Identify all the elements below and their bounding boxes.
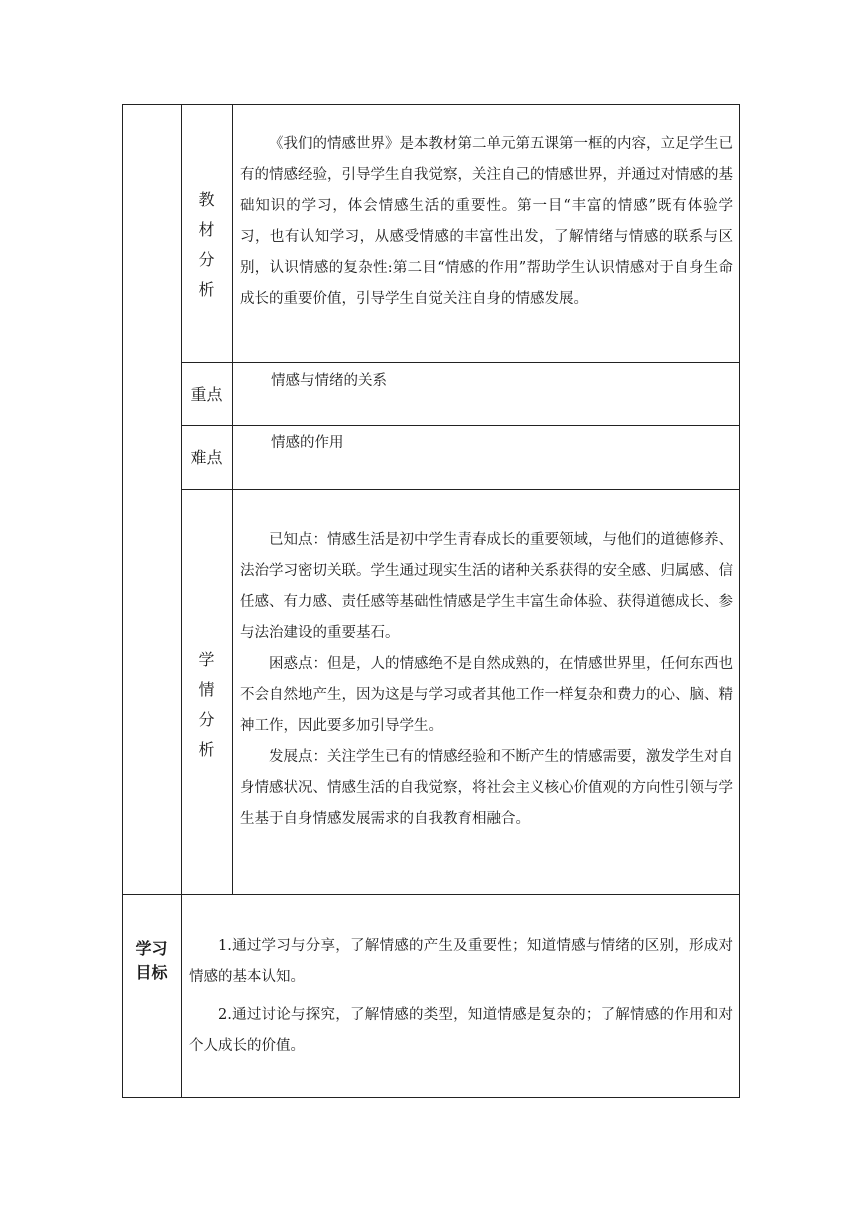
label-char: 析	[198, 280, 215, 299]
table-top-border	[122, 104, 740, 105]
difficult-point-text: 情感的作用	[271, 435, 344, 451]
row-divider-difficult	[181, 489, 740, 490]
label-char: 分	[198, 250, 215, 269]
label-char: 教	[198, 190, 215, 209]
learning-objectives-label	[122, 937, 181, 985]
row-divider-textbook	[181, 362, 740, 363]
row-divider-section	[122, 894, 740, 895]
label-char: 分	[198, 710, 215, 729]
label-text: 目标	[135, 963, 168, 982]
label-char: 析	[198, 740, 215, 759]
key-point-text: 情感与情绪的关系	[271, 373, 387, 389]
learner-known-paragraph: 已知点：情感生活是初中学生青春成长的重要领域，与他们的道德修养、法治学习密切关联。学生通过现实生活的诸种关系获得的安全感、归属感、信任感、有力感、责任感等基础性情感是学生丰富生命体验、获得道德成长、参与法治建设的重要基石。	[240, 532, 733, 641]
objective-item: 1.通过学习与分享，了解情感的产生及重要性；知道情感与情绪的区别，形成对情感的基本认知。	[189, 938, 733, 985]
key-point-label: 重点	[190, 385, 223, 404]
label-text: 学习	[135, 939, 168, 958]
row-divider-keypoint	[181, 425, 740, 426]
inner-column-divider	[232, 104, 233, 894]
label-char: 情	[198, 680, 215, 699]
textbook-analysis-label	[181, 185, 232, 305]
learner-analysis-label	[181, 645, 232, 765]
difficult-point-label: 难点	[190, 448, 223, 467]
learner-confusion-paragraph: 困惑点：但是，人的情感绝不是自然成熟的，在情感世界里，任何东西也不会自然地产生，因为这是与学习或者其他工作一样复杂和费力的心、脑、精神工作，因此要多加引导学生。	[240, 656, 733, 734]
textbook-analysis-text: 《我们的情感世界》是本教材第二单元第五课第一框的内容，立足学生已有的情感经验，引导学生自我觉察，关注自己的情感世界，并通过对情感的基础知识的学习，体会情感生活的重要性。第一目“丰富的情感”既有体验学习，也有认知学习，从感受情感的丰富性出发，了解情绪与情感的联系与区别，认识情感的复杂性:第二目“情感的作用”帮助学生认识情感对于自身生命成长的重要价值，引导学生自觉关注自身的情感发展。	[240, 136, 733, 307]
label-char: 材	[198, 220, 215, 239]
table-bottom-border	[122, 1097, 740, 1098]
learner-development-paragraph: 发展点：关注学生已有的情感经验和不断产生的情感需要，激发学生对自身情感状况、情感生活的自我觉察，将社会主义核心价值观的方向性引领与学生基于自身情感发展需求的自我教育相融合。	[240, 749, 733, 827]
table-right-border	[739, 104, 740, 1098]
label-char: 学	[198, 650, 215, 669]
objective-item: 2.通过讨论与探究，了解情感的类型，知道情感是复杂的；了解情感的作用和对个人成长的价值。	[189, 1007, 733, 1054]
